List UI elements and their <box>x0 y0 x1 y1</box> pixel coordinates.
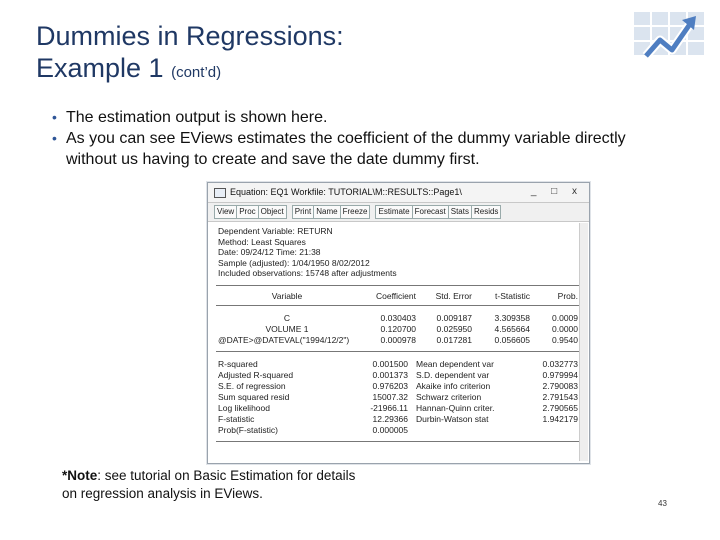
divider-line <box>216 285 581 286</box>
table-row <box>218 425 578 436</box>
title-line-1: Dummies in Regressions: <box>36 21 344 51</box>
table-row <box>218 335 578 346</box>
bullet-dot-icon: • <box>52 109 57 125</box>
coefficient-table <box>218 289 578 303</box>
footnote-text: : see tutorial on Basic Estimation for details <box>97 468 356 483</box>
stat-label: Hannan-Quinn criter. <box>416 403 495 413</box>
column-header: Std. Error <box>435 290 472 301</box>
column-header: Variable <box>271 290 303 301</box>
bullet-dot-icon: • <box>52 130 57 146</box>
table-row <box>218 414 578 425</box>
window-title: Equation: EQ1 Workfile: TUTORIAL\M::RESULTS::Page1\ <box>230 187 462 197</box>
footnote-label: *Note <box>62 468 98 483</box>
window-titlebar[interactable] <box>208 183 589 203</box>
window-controls[interactable]: _ □ x <box>530 186 583 197</box>
toolbar-stats-button[interactable]: Stats <box>448 205 472 219</box>
table-row <box>218 313 578 324</box>
stat-label: Schwarz criterion <box>416 392 482 402</box>
table-cell: @DATE>@DATEVAL("1994/12/2") <box>218 335 350 345</box>
stat-label: Sum squared resid <box>218 392 290 402</box>
bullet-item <box>52 128 672 170</box>
toolbar-name-button[interactable]: Name <box>313 205 340 219</box>
slide-title <box>36 20 344 89</box>
table-row <box>218 359 578 370</box>
stat-value: 2.790565 <box>542 403 578 413</box>
vertical-scrollbar[interactable] <box>579 223 588 461</box>
table-row <box>218 381 578 392</box>
table-cell: 0.120700 <box>380 324 416 334</box>
info-method: Method: Least Squares <box>218 236 306 247</box>
bullet-text: As you can see EViews estimates the coefficient of the dummy variable directly without us having to create and save the date dummy first. <box>66 130 626 168</box>
toolbar-resids-button[interactable]: Resids <box>471 205 501 219</box>
info-sample: Sample (adjusted): 1/04/1950 8/02/2012 <box>218 257 370 268</box>
equation-window-icon <box>214 188 226 198</box>
page-number: 43 <box>658 499 667 508</box>
footnote-line-2: on regression analysis in EViews. <box>62 486 263 501</box>
regression-statistics-table <box>218 359 578 436</box>
footnote <box>62 467 355 503</box>
title-line-2 <box>36 52 344 89</box>
window-toolbar <box>208 203 589 222</box>
coefficient-header-row <box>218 289 578 303</box>
stat-value: 0.001500 <box>372 359 408 369</box>
stat-value: 2.790083 <box>542 381 578 391</box>
table-row <box>218 392 578 403</box>
table-cell: VOLUME 1 <box>265 324 309 334</box>
column-header: t-Statistic <box>495 290 530 301</box>
stat-value: -21966.11 <box>370 403 408 413</box>
estimation-output <box>214 223 583 459</box>
table-cell: 0.017281 <box>436 335 472 345</box>
stat-label: Mean dependent var <box>416 359 494 369</box>
table-cell: C <box>283 313 291 323</box>
stat-label: Prob(F-statistic) <box>218 425 278 435</box>
table-cell: 0.030403 <box>380 313 416 323</box>
info-date-time: Date: 09/24/12 Time: 21:38 <box>218 247 321 257</box>
column-header: Prob. <box>557 290 578 301</box>
table-cell: 3.309358 <box>494 313 530 323</box>
stat-label: Log likelihood <box>218 403 270 413</box>
stat-value: 0.000005 <box>372 425 408 435</box>
toolbar-freeze-button[interactable]: Freeze <box>340 205 371 219</box>
column-header: Coefficient <box>375 290 416 301</box>
toolbar-estimate-button[interactable]: Estimate <box>375 205 412 219</box>
divider-line <box>216 305 581 306</box>
table-cell: 0.009187 <box>436 313 472 323</box>
table-row <box>218 403 578 414</box>
stat-label: Adjusted R-squared <box>218 370 294 380</box>
stat-value: 2.791543 <box>542 392 578 402</box>
toolbar-print-button[interactable]: Print <box>292 205 314 219</box>
table-cell: 0.0000 <box>552 324 578 334</box>
table-cell: 0.000978 <box>380 335 416 345</box>
stat-label: R-squared <box>218 359 258 369</box>
table-cell: 4.565664 <box>494 324 530 334</box>
stat-value: 15007.32 <box>372 392 408 402</box>
stat-label: F-statistic <box>218 414 255 424</box>
stat-value: 0.032773 <box>542 359 578 369</box>
table-cell: 0.056605 <box>494 335 530 345</box>
toolbar-forecast-button[interactable]: Forecast <box>412 205 449 219</box>
table-row <box>218 324 578 335</box>
footnote-line-1 <box>62 467 355 485</box>
stat-label: Durbin-Watson stat <box>416 414 489 424</box>
info-dependent-variable: Dependent Variable: RETURN <box>218 226 333 236</box>
toolbar-view-button[interactable]: View <box>214 205 237 219</box>
stat-value: 12.29366 <box>372 414 408 424</box>
table-cell: 0.025950 <box>436 324 472 334</box>
eviews-equation-window <box>207 182 590 464</box>
title-line-2-main: Example 1 <box>36 53 164 83</box>
table-cell: 0.0009 <box>552 313 578 323</box>
stat-label: Akaike info criterion <box>416 381 491 391</box>
divider-line <box>216 351 581 352</box>
toolbar-object-button[interactable]: Object <box>258 205 287 219</box>
table-cell: 0.9540 <box>552 335 578 345</box>
stat-label: S.E. of regression <box>218 381 286 391</box>
title-suffix: (cont’d) <box>171 64 222 81</box>
stat-value: 1.942179 <box>542 414 578 424</box>
stat-label <box>408 425 526 436</box>
trend-chart-logo-icon <box>632 10 706 68</box>
bullet-list <box>52 107 672 170</box>
table-row <box>218 370 578 381</box>
estimation-header-info <box>218 226 397 279</box>
bullet-item <box>52 107 672 128</box>
stat-value: 0.979994 <box>542 370 578 380</box>
toolbar-proc-button[interactable]: Proc <box>236 205 258 219</box>
coefficient-rows <box>218 313 578 346</box>
stat-value <box>526 425 578 436</box>
stat-label: S.D. dependent var <box>416 370 490 380</box>
info-observations: Included observations: 15748 after adjustments <box>218 268 397 278</box>
divider-line <box>216 441 581 442</box>
bullet-text: The estimation output is shown here. <box>66 109 328 126</box>
stat-value: 0.976203 <box>372 381 408 391</box>
stat-value: 0.001373 <box>372 370 408 380</box>
